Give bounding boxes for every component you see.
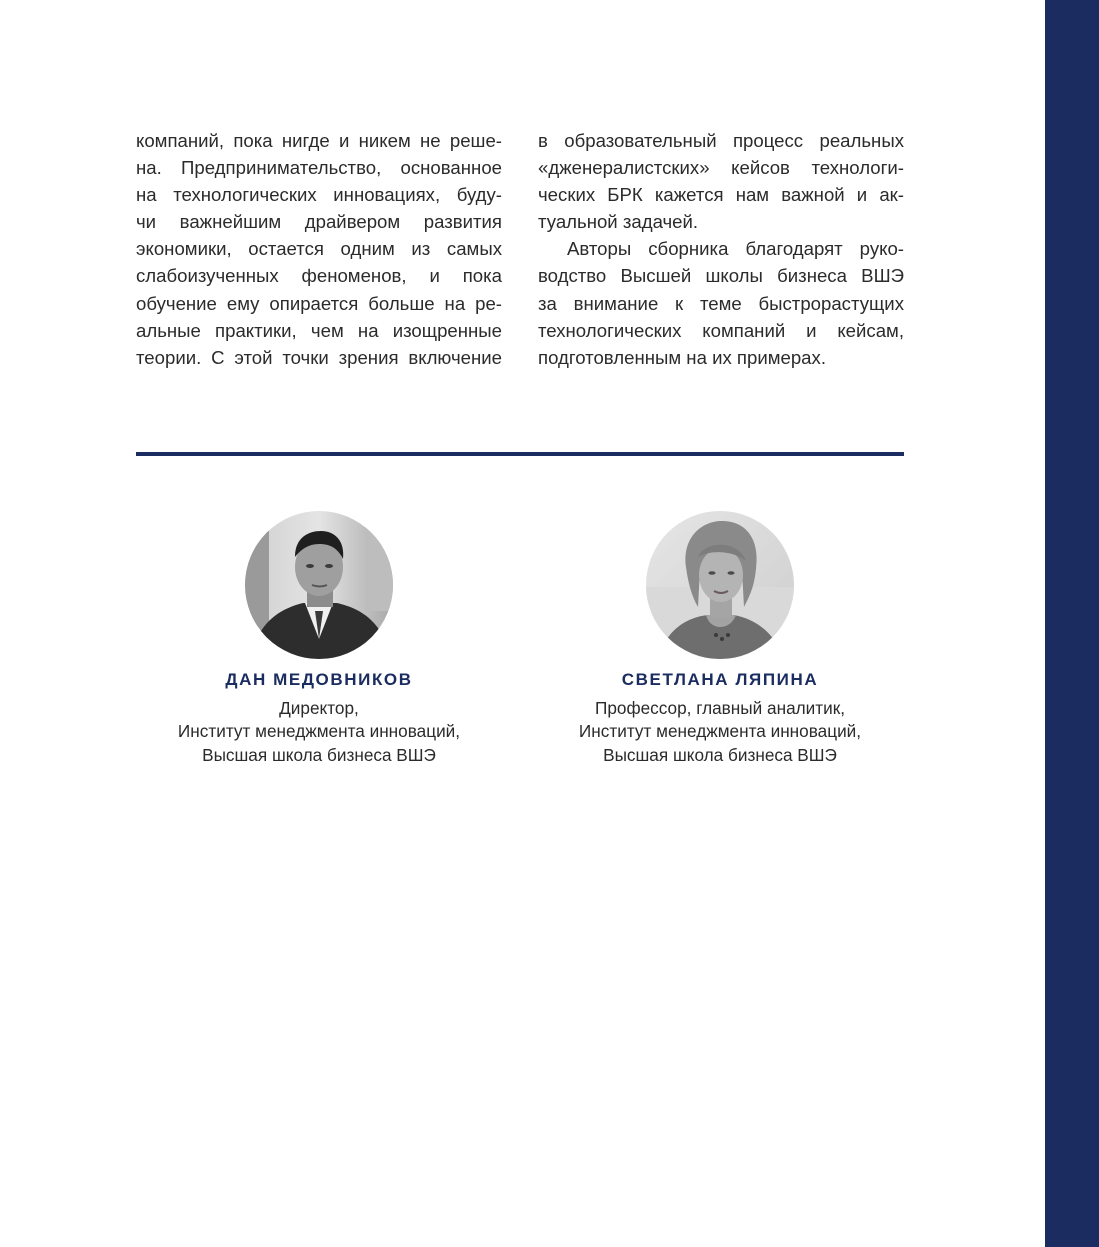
- text-line: за внимание к теме быстрорастущих: [538, 292, 904, 314]
- text-line: «дженералистских» кейсов технологи-: [538, 157, 904, 179]
- text-line: на. Предпринимательство, основанное: [136, 157, 502, 179]
- article-column-left: [136, 127, 502, 371]
- text-line: альные практики, чем на изощренные: [136, 319, 502, 341]
- text-line: туальной задачей.: [538, 211, 699, 233]
- side-accent-band: [1045, 0, 1099, 1247]
- text-line: в образовательный процесс реальных: [538, 130, 904, 151]
- text-line: на технологических инновациях, буду-: [136, 184, 502, 206]
- person-name: СВЕТЛАНА ЛЯПИНА: [621, 670, 819, 689]
- text-line: компаний, пока нигде и никем не реше-: [136, 130, 502, 151]
- role-line: Профессор, главный аналитик,: [594, 698, 846, 718]
- text-line: слабоизученных феноменов, и пока: [136, 265, 502, 287]
- role-line: Высшая школа бизнеса ВШЭ: [202, 744, 436, 765]
- portrait-man-image: [245, 511, 393, 659]
- role-line: Высшая школа бизнеса ВШЭ: [603, 744, 837, 765]
- role-line: Институт менеджмента инноваций,: [578, 721, 862, 742]
- role-line: Институт менеджмента инноваций,: [177, 721, 461, 742]
- text-line: экономики, остается одним из самых: [136, 238, 502, 260]
- text-line: ческих БРК кажется нам важной и ак-: [538, 184, 904, 206]
- person-name: ДАН МЕДОВНИКОВ: [225, 670, 413, 689]
- person-role: [530, 697, 910, 767]
- text-line: водство Высшей школы бизнеса ВШЭ: [538, 265, 904, 287]
- text-line: чи важнейшим драйвером развития: [136, 211, 502, 233]
- section-divider: [136, 452, 904, 456]
- avatar-photo: [646, 511, 794, 659]
- paragraph-left: [136, 127, 502, 371]
- person-role: [129, 697, 509, 767]
- text-line: обучение ему опирается больше на ре-: [136, 292, 502, 314]
- article-column-right: [538, 127, 904, 371]
- text-line: технологических компаний и кейсам,: [538, 319, 904, 341]
- text-line: подготовленным на их примерах.: [538, 346, 826, 368]
- person-card-medovnikov: [129, 511, 509, 767]
- avatar-photo: [245, 511, 393, 659]
- person-card-lyapina: [530, 511, 910, 767]
- paragraph-right-2: [538, 235, 904, 370]
- role-line: Директор,: [279, 698, 359, 718]
- text-line: теории. С этой точки зрения включение: [136, 346, 502, 368]
- portrait-woman-image: [646, 511, 794, 659]
- paragraph-right-1: [538, 127, 904, 235]
- text-line: Авторы сборника благодарят руко-: [567, 238, 904, 260]
